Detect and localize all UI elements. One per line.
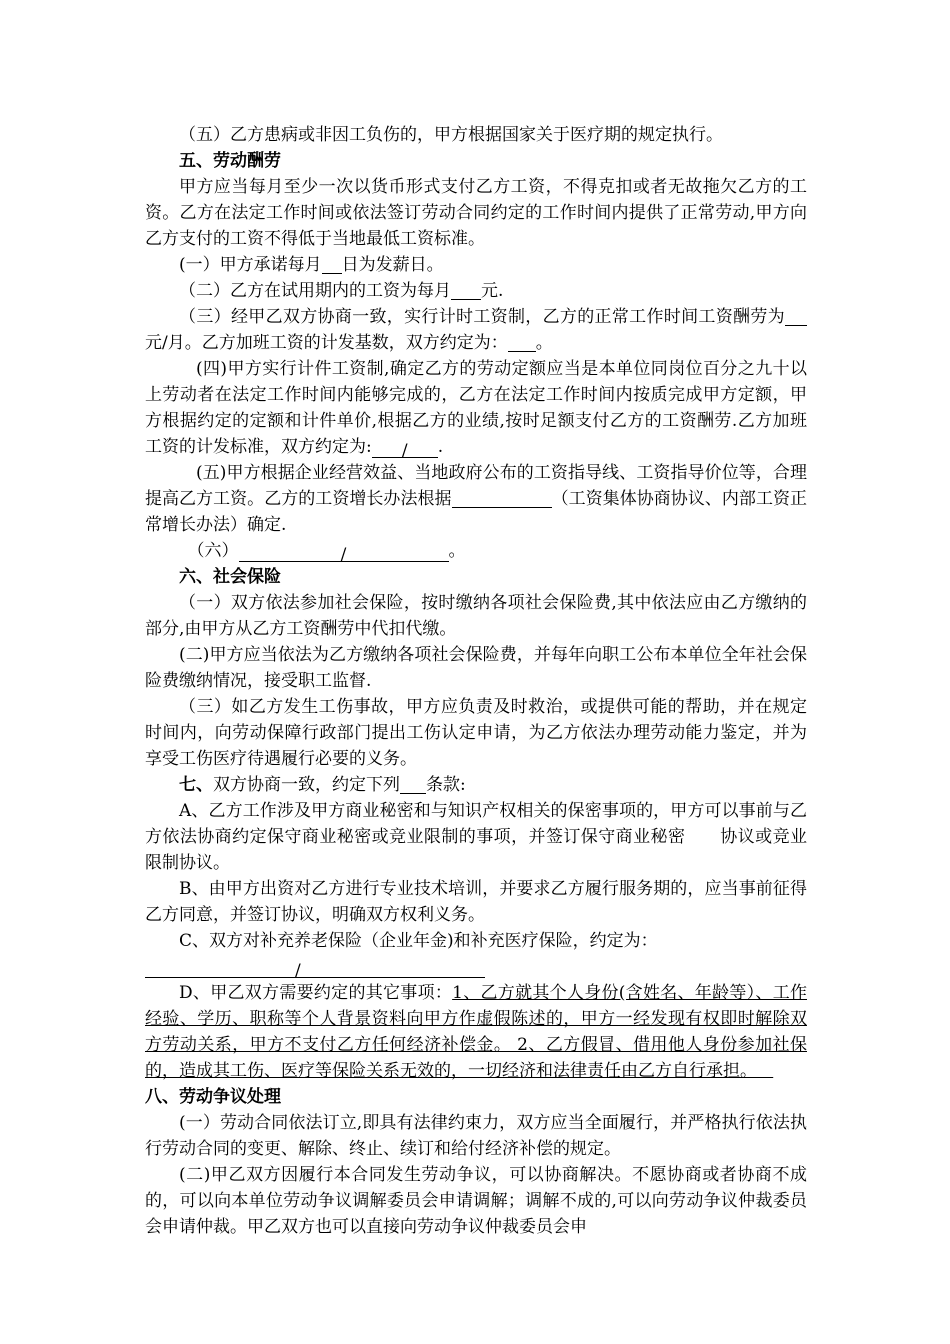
- text: (一）甲方承诺每月: [179, 255, 322, 275]
- para-item-a: A、乙方工作涉及甲方商业秘密和与知识产权相关的保密事项的，甲方可以事前与乙方依法协商约定保守商业秘密或竞业限制的事项，并签订保守商业秘密 协议或竞业限制协议。: [145, 801, 807, 873]
- blank-field: [785, 306, 807, 326]
- text: （二）乙方在试用期内的工资为每月: [179, 281, 451, 301]
- text: (五)甲方根据企业经营效益、当地政府公布的工资指导线、工资指导价位等，合理提高乙方工资。乙方的工资增长办法根据: [145, 463, 807, 509]
- slash: /: [401, 441, 408, 461]
- underlined-terms: 1、乙方就其个人身份(含姓名、年龄等）、工作经验、学历、职称等个人背景资料向甲方作虚假陈述的，甲方一经发现有权即时解除双方劳动关系，甲方不支付乙方任何经济补偿金。 2、乙方假冒、借用他人身份参加社保的，造成其工伤、医疗等保险关系无效的，一切经济和法律责任由乙方自行承担。: [145, 983, 807, 1081]
- blank-field: [451, 280, 481, 300]
- para-dispute-1: (一）劳动合同依法订立,即具有法律约束力，双方应当全面履行，并严格执行依法执行劳动合同的变更、解除、终止、续订和给付经济补偿的规定。: [145, 1113, 807, 1159]
- heading-dispute: 八、劳动争议处理: [145, 1087, 281, 1107]
- para-item-d: [145, 980, 807, 1084]
- blank-field: [400, 774, 426, 794]
- blank-field: [452, 488, 552, 508]
- heading-seven-number: 七、: [179, 775, 213, 795]
- text: 元/月。乙方加班工资的计发基数，双方约定为：: [145, 333, 508, 353]
- para-insurance-3: （三）如乙方发生工伤事故，甲方应负责及时救治，或提供可能的帮助，并在规定时间内，向劳动保障行政部门提出工伤认定申请，为乙方依法办理劳动能力鉴定，并为享受工伤医疗待遇履行必要的义务。: [145, 697, 807, 769]
- para-probation-pay: [145, 278, 807, 304]
- para-item-b: B、由甲方出资对乙方进行专业技术培训，并要求乙方履行服务期的，应当事前征得乙方同意，并签订协议，明确双方权利义务。: [145, 879, 807, 925]
- underline-tail: [757, 1061, 773, 1081]
- blank-field: [508, 332, 536, 352]
- slash: /: [295, 961, 301, 981]
- para-heading-seven: [145, 772, 807, 798]
- slash: /: [340, 545, 347, 565]
- text: （工资集体协商协议、内部工资正常增长办法）确定.: [145, 489, 808, 535]
- text: （三）经甲乙双方协商一致，实行计时工资制，乙方的正常工作时间工资酬劳为: [179, 307, 785, 327]
- text: .: [437, 437, 444, 457]
- para-wage-increase: [145, 460, 807, 538]
- heading-social-insurance: 六、社会保险: [179, 567, 281, 587]
- blank-field: [322, 254, 342, 274]
- para-payday: [145, 252, 807, 278]
- text: 双方协商一致，约定下列: [213, 775, 400, 795]
- para-item-c-blank: [145, 954, 807, 980]
- para-piece-wage: [145, 356, 807, 460]
- blank-field: [239, 542, 449, 565]
- contract-page: [145, 122, 807, 1240]
- text: 。: [448, 541, 466, 561]
- para-dispute-2: (二)甲乙双方因履行本合同发生劳动争议，可以协商解决。不愿协商或者协商不成的，可以向本单位劳动争议调解委员会申请调解；调解不成的,可以向劳动争议仲裁委员会申请仲裁。甲乙双方也可以直接向劳动争议仲裁委员会申: [145, 1165, 807, 1237]
- blank-field: [372, 438, 438, 461]
- blank-field: [145, 958, 485, 981]
- text: (四)甲方实行计件工资制,确定乙方的劳动定额应当是本单位同岗位百分之九十以上劳动者在法定工作时间内能够完成的，乙方在法定工作时间内按质完成甲方定额，甲方根据约定的定额和计件单价,根据乙方的业绩,按时足额支付乙方的工资酬劳.乙方加班工资的计发标准，双方约定为:: [145, 359, 807, 457]
- text: D、甲乙双方需要约定的其它事项：: [179, 983, 453, 1003]
- para-insurance-2: (二)甲方应当依法为乙方缴纳各项社会保险费，并每年向职工公布本单位全年社会保险费缴纳情况，接受职工监督.: [145, 645, 807, 691]
- para-sick-leave: （五）乙方患病或非因工负伤的，甲方根据国家关于医疗期的规定执行。: [179, 125, 723, 145]
- text: 元.: [481, 281, 504, 301]
- text: （六）: [187, 541, 239, 561]
- para-item-six: [145, 538, 807, 564]
- text: 日为发薪日。: [341, 255, 444, 275]
- para-pay-general: 甲方应当每月至少一次以货币形式支付乙方工资，不得克扣或者无故拖欠乙方的工资。乙方在法定工作时间或依法签订劳动合同约定的工作时间内提供了正常劳动,甲方向乙方支付的工资不得低于当地最低工资标准。: [145, 177, 807, 249]
- para-item-c: C、双方对补充养老保险（企业年金)和补充医疗保险，约定为：: [179, 931, 658, 951]
- text: 。: [535, 333, 553, 353]
- para-insurance-1: （一）双方依法参加社会保险，按时缴纳各项社会保险费,其中依法应由乙方缴纳的部分,由甲方从乙方工资酬劳中代扣代缴。: [145, 593, 807, 639]
- heading-labor-pay: 五、劳动酬劳: [179, 151, 281, 171]
- text: 条款:: [426, 775, 466, 795]
- para-time-wage: [145, 304, 807, 356]
